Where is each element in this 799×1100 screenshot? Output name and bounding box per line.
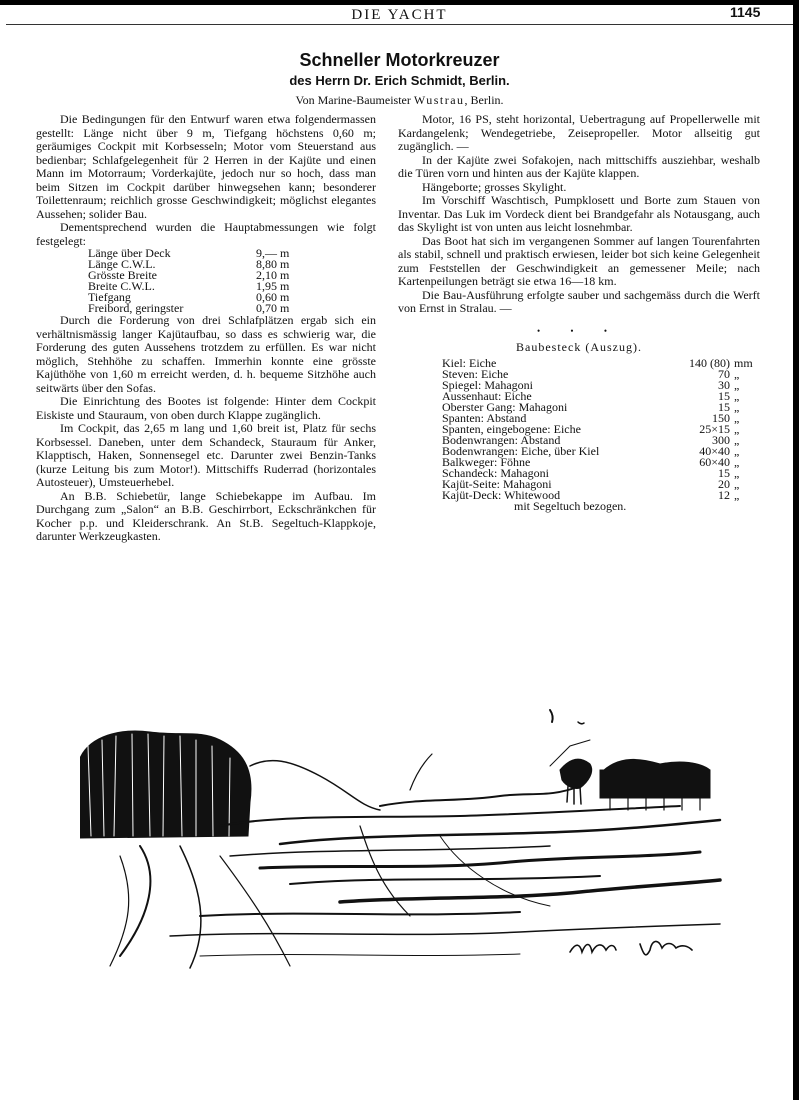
paragraph-dimensions-intro: Dementsprechend wurden die Hauptabmessungen wie folgt festgelegt: [36,220,376,248]
spec-material: Kiel: Eiche [442,356,497,370]
spec-value: 60×40 [699,455,730,469]
spec-material: Balkweger: Föhne [442,455,531,469]
spec-table [442,358,753,512]
spec-value: 30 [718,378,730,392]
paragraph-cabin-height: Durch die Forderung von drei Schlafplätzen ergab sich ein verhältnismässig langer Kajütaufbau, so dass es schwierig war, die Forderung des guten Aussehens trotzdem zu erfüllen. Es war nicht möglich, Stehhöhe zu schaffen. Immerhin konnte eine grösste Kajüthöhe von 1,60 m erreicht werden, d. h. bequeme Sitzhöhe auch seitwärts über den Sofas. [36,313,376,395]
paragraph-port-side: An B.B. Schiebetür, lange Schiebekappe im Aufbau. Im Durchgang zum „Salon“ an B.B. Geschirrbort, Eckschränkchen für Kocher p.p. und Kleiderschrank. An St.B. Segeltuch-Klappkoje, darunter Werkzeugkasten. [36,488,376,543]
spec-unit: „ [734,367,740,381]
spec-unit: „ [734,444,740,458]
spec-value: 15 [718,400,730,414]
spec-unit: „ [734,422,740,436]
spec-material: Kajüt-Deck: Whitewood [442,488,561,502]
bird-mark [550,710,553,722]
spec-unit: „ [734,455,740,469]
spec-value: 25×15 [699,422,730,436]
spec-table-title: Baubesteck (Auszug). [516,339,642,354]
spec-material: Aussenhaut: Eiche [442,389,532,403]
landscape-sketch [80,706,730,986]
article-title: Schneller Motorkreuzer [299,50,500,70]
paragraph-layout: Die Einrichtung des Bootes ist folgende: Hinter dem Cockpit Eiskiste und Stauraum, von oben durch Klappe zugänglich. [36,394,376,422]
article-byline [0,93,799,108]
paragraph-motor: Motor, 16 PS, steht horizontal, Uebertragung auf Propellerwelle mit Kardangelenk; Wendegetriebe, Zeisepropeller. Motor allseitig gut zugänglich. — [398,112,760,153]
spec-value: 12 [718,488,730,502]
spec-value: 20 [718,477,730,491]
spec-material: Spanten: Abstand [442,411,527,425]
spec-unit: „ [734,400,740,414]
spec-material: Spanten, eingebogene: Eiche [442,422,581,436]
page-top-edge [0,0,799,5]
running-title: DIE YACHT [351,7,448,23]
spec-unit: „ [734,433,740,447]
spec-value: 15 [718,389,730,403]
paragraph-cockpit: Im Cockpit, das 2,65 m lang und 1,60 breit ist, Platz für sechs Korbsessel. Daneben, unter dem Schandeck, Stauraum für Anker, Klapptisch, Haken, Sonnensegel etc. Darunter zwei Benzin-Tanks (kurze Leitung bis zum Motor!). Mittschiffs Ruderrad (horizontales Autosteuer), Umsteuerhebel. [36,421,376,489]
spec-unit: „ [734,411,740,425]
spec-unit: mm [734,356,753,370]
dimension-label: Tiefgang [88,290,131,304]
spec-material: Spiegel: Mahagoni [442,378,533,392]
spec-note-row [442,501,753,512]
byline-suffix: , Berlin. [464,93,504,107]
right-column [398,113,760,512]
spec-unit: „ [734,477,740,491]
page-right-edge [793,0,799,1100]
dimension-value: 2,10 m [256,268,290,282]
dimension-label: Länge C.W.L. [88,257,156,271]
dimension-value: 8,80 m [256,257,290,271]
spec-value: 140 (80) [689,356,730,370]
paragraph-performance: Das Boot hat sich im vergangenen Sommer auf langen Tourenfahrten als stabil, schnell und praktisch erwiesen, leider bot sich keine Gelegenheit zum Feststellen der Geschwindigkeit an gemessener Meile; nach Kartenpeilungen beträgt sie etwa 16—18 km. [398,233,760,288]
spec-material: Bodenwrangen: Eiche, über Kiel [442,444,600,458]
dimension-value: 0,70 m [256,301,290,315]
dimension-value: 0,60 m [256,290,290,304]
dimension-label: Grösste Breite [88,268,157,282]
left-trees [80,731,380,838]
spec-material: Steven: Eiche [442,367,509,381]
signature-mark [570,941,692,954]
dimension-value: 9,— m [256,246,290,260]
paragraph-shipyard: Die Bau-Ausführung erfolgte sauber und sachgemäss durch die Werft von Ernst in Stralau. — [398,287,760,315]
spec-material: Oberster Gang: Mahagoni [442,400,568,414]
page-number: 1145 [730,4,761,20]
spec-note: mit Segeltuch bezogen. [514,499,627,513]
paragraph-cabin: In der Kajüte zwei Sofakojen, nach mittschiffs ausziehbar, weshalb die Türen vorn und hinten aus der Kajüte klappen. [398,152,760,180]
section-divider: • • • [537,325,621,336]
spec-unit: „ [734,466,740,480]
article-subtitle: des Herrn Dr. Erich Schmidt, Berlin. [289,73,510,88]
spec-value: 15 [718,466,730,480]
spec-unit: „ [734,378,740,392]
spec-value: 70 [718,367,730,381]
dimension-label: Freibord, geringster [88,301,184,315]
spec-material: Schandeck: Mahagoni [442,466,549,480]
paragraph-forecastle: Im Vorschiff Waschtisch, Pumpklosett und Borte zum Stauen von Inventar. Das Luk im Vordeck dient bei Brandgefahr als Notausgang, auch das Skylight ist von unten aus leicht losnehmbar. [398,193,760,234]
horizon-trees [380,740,710,810]
paragraph-skylight: Hängeborte; grosses Skylight. [422,179,567,194]
bird-mark [578,722,584,724]
spec-unit: „ [734,488,740,502]
byline-prefix: Von Marine-Baumeister [295,93,414,107]
dimension-value: 1,95 m [256,279,290,293]
byline-author: Wustrau [413,93,465,107]
dimension-label: Breite C.W.L. [88,279,155,293]
header-rule [6,24,793,25]
left-column [36,113,376,544]
spec-value: 150 [712,411,730,425]
spec-unit: „ [734,389,740,403]
dimension-label: Länge über Deck [88,246,171,260]
paragraph-requirements: Die Bedingungen für den Entwurf waren etwa folgendermassen gestellt: Länge nicht über 9 m, Tiefgang höchstens 0,60 m; geräumiges Cockpit mit Korbsesseln; Motor vom Steuerstand aus bedienbar; Schlafgelegenheit für 2 Herren in der Kajüte und einen Mann im Motorraum; Vorderkajüte, jedoch nur so hoch, dass man beim Sitzen im Cockpit darüber hinwegsehen kann; besonderer Toilettenraum; reichlich grosse Geschwindigkeit; möglichst elegantes Aussehen; solider Bau. [36,112,376,221]
spec-material: Kajüt-Seite: Mahagoni [442,477,552,491]
dimensions-table [88,248,289,314]
spec-value: 40×40 [699,444,730,458]
spec-material: Bodenwrangen: Abstand [442,433,561,447]
spec-value: 300 [712,433,730,447]
